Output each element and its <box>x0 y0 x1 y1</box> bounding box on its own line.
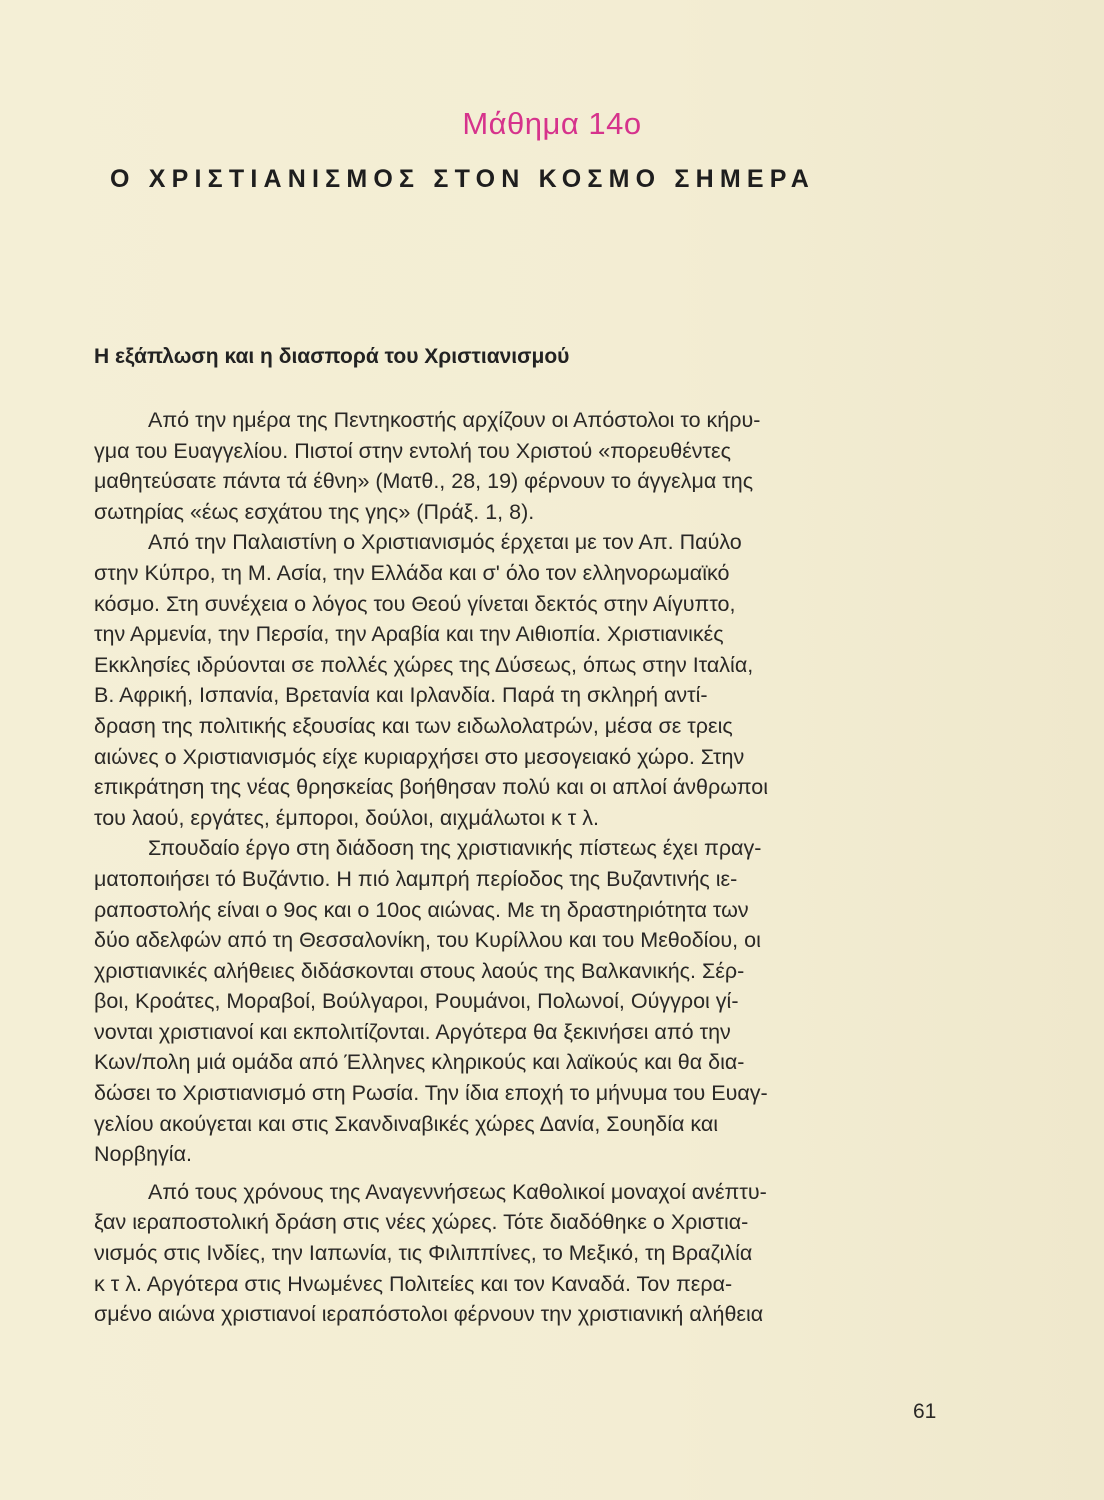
text-line: νονται χριστιανοί και εκπολιτίζονται. Αργότερα θα ξεκινήσει από την <box>94 1019 731 1044</box>
text-line: κόσμο. Στη συνέχεια ο λόγος του Θεού γίνεται δεκτός στην Αίγυπτο, <box>94 591 736 616</box>
text-line: δύο αδελφών από τη Θεσσαλονίκη, του Κυρίλλου και του Μεθοδίου, οι <box>94 928 761 953</box>
text-line: σμένο αιώνα χριστιανοί ιεραπόστολοι φέρνουν την χριστιανική αλήθεια <box>94 1302 764 1327</box>
page-number: 61 <box>913 1400 937 1423</box>
text-line: ραποστολής είναι ο 9ος και ο 10ος αιώνας. Με τη δραστηριότητα των <box>94 897 749 922</box>
text-line: επικράτηση της νέας θρησκείας βοήθησαν πολύ και οι απλοί άνθρωποι <box>94 775 768 800</box>
text-line: βοι, Κροάτες, Μοραβοί, Βούλγαροι, Ρουμάνοι, Πολωνοί, Ούγγροι γί- <box>94 989 739 1014</box>
text-line: γμα του Ευαγγελίου. Πιστοί στην εντολή του Χριστού «πορευθέντες <box>94 438 732 463</box>
paragraph-4 <box>94 1177 936 1330</box>
text-line: Από τους χρόνους της Αναγεννήσεως Καθολικοί μοναχοί ανέπτυ- <box>148 1179 767 1204</box>
text-line: δώσει το Χριστιανισμό στη Ρωσία. Την ίδια εποχή το μήνυμα του Ευαγ- <box>94 1081 768 1106</box>
lesson-number: Μάθημα 14ο <box>462 106 642 141</box>
text-line: Νορβηγία. <box>94 1142 192 1167</box>
text-line: στην Κύπρο, τη Μ. Ασία, την Ελλάδα και σ' όλο τον ελληνορωμαϊκό <box>94 560 730 585</box>
body-text <box>94 405 936 1330</box>
text-line: Κων/πολη μιά ομάδα από Έλληνες κληρικούς και λαϊκούς και θα δια- <box>94 1050 745 1075</box>
paragraph-1 <box>94 405 936 527</box>
text-line: χριστιανικές αλήθειες διδάσκονται στους λαούς της Βαλκανικής. Σέρ- <box>94 958 745 983</box>
paragraph-3 <box>94 833 936 1170</box>
section-heading: Η εξάπλωση και η διασπορά του Χριστιανισμού <box>94 345 570 368</box>
text-line: του λαού, εργάτες, έμποροι, δούλοι, αιχμάλωτοι κ τ λ. <box>94 805 599 830</box>
text-line: ξαν ιεραποστολική δράση στις νέες χώρες. Τότε διαδόθηκε ο Χριστια- <box>94 1210 749 1235</box>
text-line: Από την Παλαιστίνη ο Χριστιανισμός έρχεται με τον Απ. Παύλο <box>148 530 742 555</box>
text-line: σωτηρίας «έως εσχάτου της γης» (Πράξ. 1, 8). <box>94 499 535 524</box>
chapter-title: Ο ΧΡΙΣΤΙΑΝΙΣΜΟΣ ΣΤΟΝ ΚΟΣΜΟ ΣΗΜΕΡΑ <box>110 165 816 193</box>
text-line: Από την ημέρα της Πεντηκοστής αρχίζουν οι Απόστολοι το κήρυ- <box>148 408 761 432</box>
text-line: την Αρμενία, την Περσία, την Αραβία και την Αιθιοπία. Χριστιανικές <box>94 622 724 647</box>
text-line: ματοποιήσει τό Βυζάντιο. Η πιό λαμπρή περίοδος της Βυζαντινής ιε- <box>94 866 738 891</box>
text-line: Εκκλησίες ιδρύονται σε πολλές χώρες της Δύσεως, όπως στην Ιταλία, <box>94 652 754 677</box>
text-line: Σπουδαίο έργο στη διάδοση της χριστιανικής πίστεως έχει πραγ- <box>148 836 762 861</box>
text-line: μαθητεύσατε πάντα τά έθνη» (Ματθ., 28, 19) φέρνουν το άγγελμα της <box>94 469 754 494</box>
text-line: κ τ λ. Αργότερα στις Ηνωμένες Πολιτείες και τον Καναδά. Τον περα- <box>94 1271 733 1296</box>
text-line: αιώνες ο Χριστιανισμός είχε κυριαρχήσει στο μεσογειακό χώρο. Στην <box>94 744 745 769</box>
text-line: νισμός στις Ινδίες, την Ιαπωνία, τις Φιλιππίνες, το Μεξικό, τη Βραζιλία <box>94 1241 753 1266</box>
text-line: δραση της πολιτικής εξουσίας και των ειδωλολατρών, μέσα σε τρεις <box>94 713 733 738</box>
paragraph-2 <box>94 527 936 833</box>
text-line: γελίου ακούγεται και στις Σκανδιναβικές χώρες Δανία, Σουηδία και <box>94 1111 719 1136</box>
text-line: Β. Αφρική, Ισπανία, Βρετανία και Ιρλανδία. Παρά τη σκληρή αντί- <box>94 683 708 708</box>
